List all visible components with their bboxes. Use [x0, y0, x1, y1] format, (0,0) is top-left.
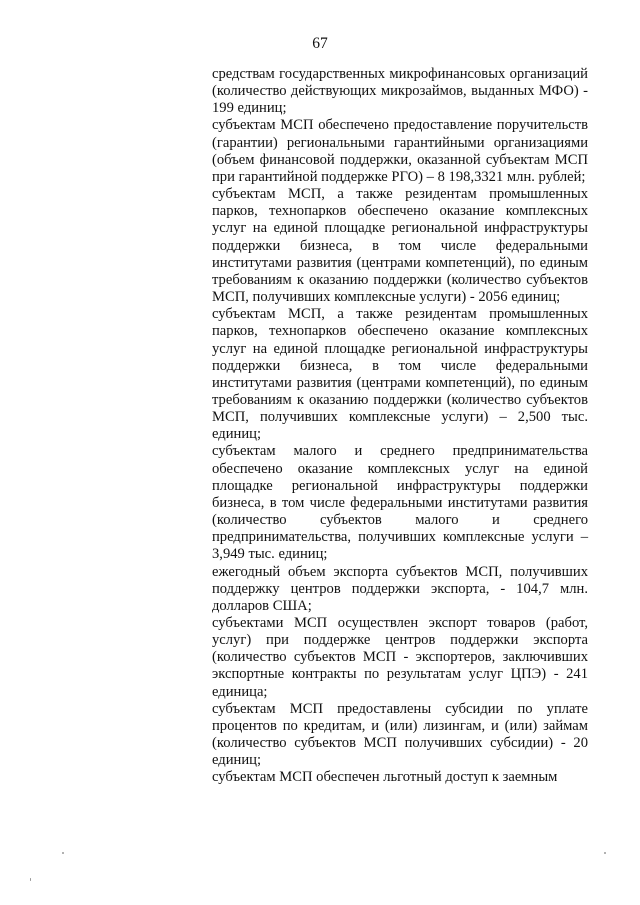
scan-speck	[604, 852, 606, 854]
paragraph-export-volume: ежегодный объем экспорта субъектов МСП, получивших поддержку центров поддержки экспорта, - 104,7 млн. долларов США;	[212, 563, 588, 614]
paragraph-small-medium-business-services: субъектам малого и среднего предпринимательства обеспечено оказание комплексных услуг на единой площадке региональной инфраструктуры поддержки бизнеса, в том числе федеральными институтами развития (количество субъектов малого и среднего предпринимательства, получивших комплексные услуги – 3,949 тыс. единиц;	[212, 443, 588, 563]
paragraph-complex-services-thousands: субъектам МСП, а также резидентам промышленных парков, технопарков обеспечено оказание комплексных услуг на единой площадке региональной инфраструктуры поддержки бизнеса, в том числе федеральными институтами развития (центрами компетенций), по единым требованиям к оказанию поддержки (количество субъектов МСП, получивших комплексные услуги) – 2,500 тыс. единиц;	[212, 306, 588, 443]
paragraph-complex-services-units: субъектам МСП, а также резидентам промышленных парков, технопарков обеспечено оказание комплексных услуг на единой площадке региональной инфраструктуры поддержки бизнеса, в том числе федеральными институтами развития (центрами компетенций), по единым требованиям к оказанию поддержки (количество субъектов МСП, получивших комплексные услуги) - 2056 единиц;	[212, 186, 588, 306]
scan-speck	[30, 878, 31, 881]
paragraph-microloans: средствам государственных микрофинансовых организаций (количество действующих микрозаймов, выданных МФО) - 199 единиц;	[212, 66, 588, 117]
page-number: 67	[312, 35, 328, 52]
scan-speck	[62, 852, 64, 854]
paragraph-preferential-access: субъектам МСП обеспечен льготный доступ к заемным	[212, 769, 558, 786]
paragraph-subsidies: субъектам МСП предоставлены субсидии по уплате процентов по кредитам, и (или) лизингам, и (или) займам (количество субъектов МСП получивших субсидии) - 20 единиц;	[212, 700, 588, 769]
paragraph-guarantees: субъектам МСП обеспечено предоставление поручительств (гарантии) региональными гарантийными организациями (объем финансовой поддержки, оказанной субъектам МСП при гарантийной поддержке РГО) – 8 198,3321 млн. рублей;	[212, 117, 588, 185]
document-body	[212, 66, 588, 787]
paragraph-exporters-count: субъектами МСП осуществлен экспорт товаров (работ, услуг) при поддержке центров поддержки экспорта (количество субъектов МСП - экспортеров, заключивших экспортные контракты по результатам услуг ЦПЭ) - 241 единица;	[212, 615, 588, 700]
